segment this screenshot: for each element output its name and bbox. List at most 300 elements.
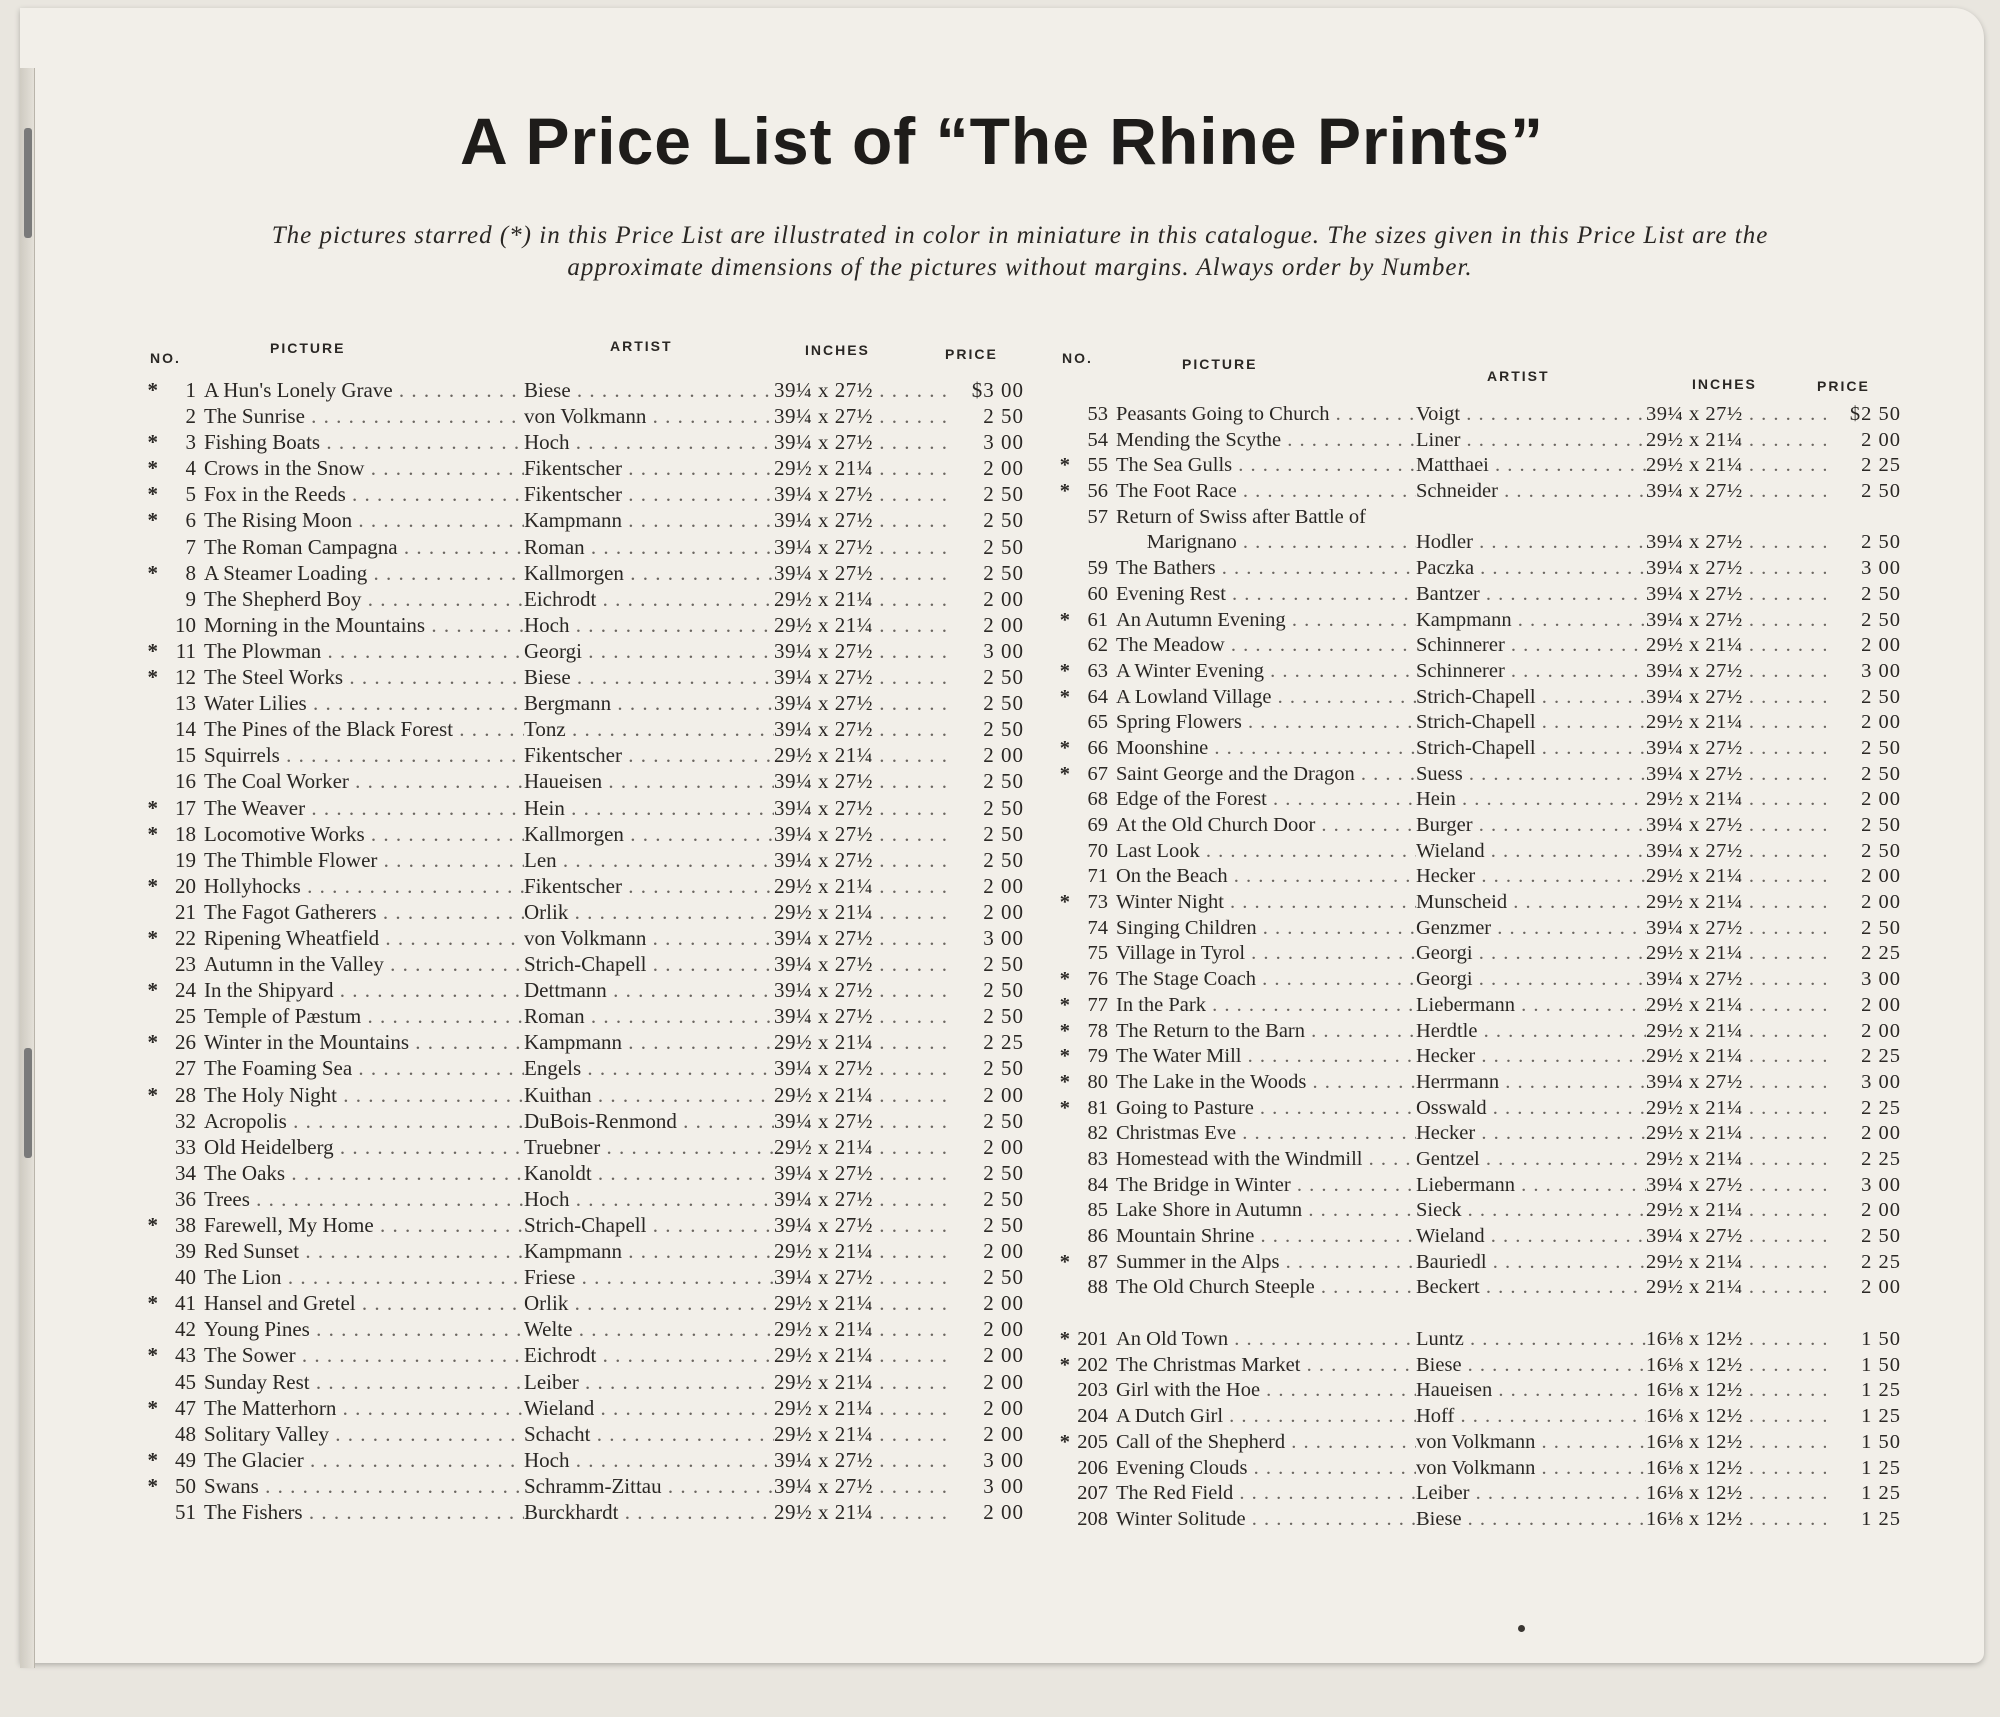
picture-title: Water Lilies . . . bbox=[204, 691, 524, 716]
artist-name: Hecker . . . bbox=[1416, 865, 1646, 888]
picture-title: Moonshine . . . bbox=[1116, 737, 1416, 760]
picture-title: Village in Tyrol . . . bbox=[1116, 942, 1416, 965]
artist-name: Wieland . . . bbox=[1416, 840, 1646, 863]
artist-name: Liebermann . . . bbox=[1416, 994, 1646, 1017]
picture-title: On the Beach . . . bbox=[1116, 865, 1416, 888]
size-inches: 39¼ x 27½ . . . bbox=[774, 561, 954, 586]
price-value: 1 50 bbox=[1861, 1430, 1901, 1453]
item-number: 21 bbox=[175, 899, 196, 924]
size-inches: 29½ x 21¼ . . . bbox=[774, 1239, 954, 1264]
size-inches: 29½ x 21¼ . . . bbox=[1646, 1020, 1826, 1043]
size-inches: 39¼ x 27½ . . . bbox=[1646, 763, 1826, 786]
price-list-row bbox=[140, 404, 1030, 430]
price-list-row bbox=[140, 1448, 1030, 1474]
item-number: 13 bbox=[175, 691, 196, 716]
price-list-row bbox=[140, 900, 1030, 926]
item-number: 48 bbox=[175, 1421, 196, 1446]
star-marker: * bbox=[1059, 1328, 1070, 1351]
price-list-row bbox=[140, 1343, 1030, 1369]
artist-name: Kallmorgen . . . bbox=[524, 822, 774, 847]
artist-name: Munscheid . . . bbox=[1416, 891, 1646, 914]
header-price: PRICE bbox=[1817, 378, 1870, 394]
picture-title: The Sunrise . . . bbox=[204, 404, 524, 429]
size-inches: 29½ x 21¼ . . . bbox=[1646, 1045, 1826, 1068]
artist-name: Burckhardt . . . bbox=[524, 1500, 774, 1525]
picture-title: Lake Shore in Autumn . . . bbox=[1116, 1199, 1416, 1222]
star-marker: * bbox=[1059, 1019, 1070, 1042]
price-list-row bbox=[1052, 429, 1912, 455]
price-list-row bbox=[1052, 1276, 1912, 1302]
picture-title: The Rising Moon . . . bbox=[204, 508, 524, 533]
price-list-row bbox=[140, 613, 1030, 639]
picture-title: In the Park . . . bbox=[1116, 994, 1416, 1017]
picture-title: The Roman Campagna . . . bbox=[204, 535, 524, 560]
price-value: 2 50 bbox=[983, 1056, 1024, 1081]
item-number: 12 bbox=[175, 665, 196, 690]
size-inches: 39¼ x 27½ . . . bbox=[774, 1265, 954, 1290]
picture-title: Singing Children . . . bbox=[1116, 917, 1416, 940]
header-inches: INCHES bbox=[1692, 376, 1757, 392]
item-number: 3 bbox=[185, 430, 196, 455]
size-inches: 29½ x 21¼ . . . bbox=[774, 1343, 954, 1368]
price-list-row bbox=[140, 378, 1030, 404]
star-marker: * bbox=[1059, 685, 1070, 708]
picture-title: Temple of Pæstum . . . bbox=[204, 1004, 524, 1029]
size-inches: 29½ x 21¼ . . . bbox=[1646, 891, 1826, 914]
price-value: 3 00 bbox=[983, 1447, 1024, 1472]
size-inches: 39¼ x 27½ . . . bbox=[1646, 840, 1826, 863]
price-list-row bbox=[1052, 942, 1912, 968]
picture-title: At the Old Church Door . . . bbox=[1116, 814, 1416, 837]
price-list-row bbox=[140, 822, 1030, 848]
picture-title: Peasants Going to Church . . . bbox=[1116, 403, 1416, 426]
price-value: 1 25 bbox=[1861, 1456, 1901, 1479]
artist-name: Paczka . . . bbox=[1416, 557, 1646, 580]
picture-title: The Foot Race . . . bbox=[1116, 480, 1416, 503]
price-list-row bbox=[140, 1265, 1030, 1291]
artist-name: Herdtle . . . bbox=[1416, 1020, 1646, 1043]
size-inches: 16⅛ x 12½ . . . bbox=[1646, 1457, 1826, 1480]
artist-name: Matthaei . . . bbox=[1416, 454, 1646, 477]
size-inches: 29½ x 21¼ . . . bbox=[774, 1083, 954, 1108]
artist-name: Strich-Chapell . . . bbox=[524, 952, 774, 977]
size-inches: 39¼ x 27½ . . . bbox=[774, 1474, 954, 1499]
price-list-row bbox=[1052, 660, 1912, 686]
size-inches: 29½ x 21¼ . . . bbox=[774, 1422, 954, 1447]
item-number: 16 bbox=[175, 769, 196, 794]
item-number: 45 bbox=[175, 1369, 196, 1394]
item-number: 82 bbox=[1087, 1122, 1108, 1145]
picture-title: A Lowland Village . . . bbox=[1116, 686, 1416, 709]
artist-name: von Volkmann . . . bbox=[1416, 1457, 1646, 1480]
price-value: 2 50 bbox=[983, 665, 1024, 690]
price-value: 3 00 bbox=[983, 638, 1024, 663]
column-header bbox=[140, 328, 1030, 378]
size-inches: 39¼ x 27½ . . . bbox=[774, 1004, 954, 1029]
size-inches: 39¼ x 27½ . . . bbox=[1646, 531, 1826, 554]
item-number: 86 bbox=[1087, 1225, 1108, 1247]
item-number: 85 bbox=[1087, 1199, 1108, 1222]
star-marker: * bbox=[1059, 1045, 1070, 1068]
artist-name: Schramm-Zittau . . . bbox=[524, 1474, 774, 1499]
picture-title: The Sea Gulls . . . bbox=[1116, 454, 1416, 477]
price-value: 2 00 bbox=[983, 1421, 1024, 1446]
price-list-row bbox=[140, 639, 1030, 665]
picture-title: Locomotive Works . . . bbox=[204, 822, 524, 847]
artist-name: Hein . . . bbox=[524, 796, 774, 821]
artist-name: Schinnerer . . . bbox=[1416, 634, 1646, 657]
price-value: 2 50 bbox=[1861, 916, 1901, 939]
artist-name: Georgi . . . bbox=[524, 639, 774, 664]
price-value: 2 00 bbox=[1861, 1276, 1901, 1299]
picture-title: The Fishers . . . bbox=[204, 1500, 524, 1525]
size-inches: 39¼ x 27½ . . . bbox=[1646, 660, 1826, 683]
star-marker: * bbox=[1059, 968, 1070, 991]
star-marker: * bbox=[1059, 1250, 1070, 1273]
artist-name: Biese . . . bbox=[1416, 1508, 1646, 1531]
star-marker: * bbox=[1059, 736, 1070, 759]
item-number: 39 bbox=[175, 1239, 196, 1264]
picture-title: The Bridge in Winter . . . bbox=[1116, 1174, 1416, 1197]
item-number: 18 bbox=[175, 821, 196, 846]
star-marker: * bbox=[1059, 762, 1070, 785]
star-marker: * bbox=[1059, 659, 1070, 682]
price-value: 2 00 bbox=[1861, 891, 1901, 914]
price-list-row bbox=[1052, 1508, 1912, 1534]
price-list-row bbox=[1052, 1457, 1912, 1483]
size-inches: 39¼ x 27½ . . . bbox=[774, 796, 954, 821]
price-list-row bbox=[1052, 1020, 1912, 1046]
item-number: 63 bbox=[1087, 659, 1108, 682]
price-list-row bbox=[1052, 891, 1912, 917]
artist-name: Biese . . . bbox=[524, 378, 774, 403]
size-inches: 39¼ x 27½ . . . bbox=[1646, 480, 1826, 503]
size-inches: 39¼ x 27½ . . . bbox=[774, 978, 954, 1003]
price-list-row bbox=[1052, 1225, 1912, 1251]
star-marker: * bbox=[1059, 454, 1070, 477]
price-value: 2 00 bbox=[983, 1239, 1024, 1264]
price-list-row bbox=[140, 1187, 1030, 1213]
picture-title: The Bathers . . . bbox=[1116, 557, 1416, 580]
item-number: 55 bbox=[1087, 454, 1108, 477]
size-inches: 29½ x 21¼ . . . bbox=[1646, 994, 1826, 1017]
price-value: 2 00 bbox=[1861, 788, 1901, 811]
price-value: 3 00 bbox=[1861, 659, 1901, 682]
item-number: 19 bbox=[175, 847, 196, 872]
size-inches: 29½ x 21¼ . . . bbox=[1646, 711, 1826, 734]
picture-title: Winter Solitude . . . bbox=[1116, 1508, 1416, 1531]
column-header bbox=[1052, 328, 1912, 394]
picture-title: The Return to the Barn . . . bbox=[1116, 1020, 1416, 1043]
item-number: 7 bbox=[185, 534, 196, 559]
picture-title: Girl with the Hoe . . . bbox=[1116, 1379, 1416, 1402]
artist-name: Fikentscher . . . bbox=[524, 743, 774, 768]
size-inches: 29½ x 21¼ . . . bbox=[1646, 942, 1826, 965]
picture-title: A Dutch Girl . . . bbox=[1116, 1405, 1416, 1428]
price-value: 2 50 bbox=[983, 1108, 1024, 1133]
price-value: 2 25 bbox=[1861, 1096, 1901, 1119]
artist-name: Leiber . . . bbox=[1416, 1482, 1646, 1505]
price-list-row bbox=[1052, 788, 1912, 814]
size-inches: 39¼ x 27½ . . . bbox=[774, 1056, 954, 1081]
artist-name: Liebermann . . . bbox=[1416, 1174, 1646, 1197]
price-column-left bbox=[140, 328, 1030, 1526]
price-value: 2 25 bbox=[1861, 1250, 1901, 1273]
price-value: 2 50 bbox=[983, 795, 1024, 820]
item-number: 43 bbox=[175, 1343, 196, 1368]
picture-title: Mountain Shrine . . . bbox=[1116, 1225, 1416, 1248]
price-list-row bbox=[1052, 1405, 1912, 1431]
catalogue-page bbox=[20, 8, 1984, 1663]
price-list-row bbox=[1052, 403, 1912, 429]
size-inches: 29½ x 21¼ . . . bbox=[774, 456, 954, 481]
picture-title: The Oaks . . . bbox=[204, 1161, 524, 1186]
size-inches: 16⅛ x 12½ . . . bbox=[1646, 1379, 1826, 1402]
picture-title: Last Look . . . bbox=[1116, 840, 1416, 863]
star-marker: * bbox=[147, 456, 158, 481]
picture-title: Red Sunset . . . bbox=[204, 1239, 524, 1264]
page-title: A Price List of “The Rhine Prints” bbox=[459, 104, 1545, 178]
star-marker: * bbox=[1059, 608, 1070, 631]
price-value: 1 50 bbox=[1861, 1353, 1901, 1376]
price-value: 2 25 bbox=[1861, 454, 1901, 477]
item-number: 28 bbox=[175, 1082, 196, 1107]
picture-title: The Stage Coach . . . bbox=[1116, 968, 1416, 991]
price-list-row bbox=[140, 456, 1030, 482]
picture-title: The Lion . . . bbox=[204, 1265, 524, 1290]
artist-name: Gentzel . . . bbox=[1416, 1148, 1646, 1171]
item-number: 205 bbox=[1077, 1430, 1108, 1453]
star-marker: * bbox=[1059, 891, 1070, 914]
price-list-row bbox=[1052, 1097, 1912, 1123]
price-value: 2 00 bbox=[1861, 865, 1901, 888]
star-marker: * bbox=[1059, 1096, 1070, 1119]
size-inches: 16⅛ x 12½ . . . bbox=[1646, 1405, 1826, 1428]
size-inches: 39¼ x 27½ . . . bbox=[774, 926, 954, 951]
picture-title: Solitary Valley . . . bbox=[204, 1422, 524, 1447]
item-number: 23 bbox=[175, 952, 196, 977]
artist-name: Beckert . . . bbox=[1416, 1276, 1646, 1299]
picture-title: Old Heidelberg . . . bbox=[204, 1135, 524, 1160]
artist-name: Schneider . . . bbox=[1416, 480, 1646, 503]
price-value: 2 00 bbox=[983, 1369, 1024, 1394]
item-number: 8 bbox=[185, 560, 196, 585]
artist-name: Orlik . . . bbox=[524, 1291, 774, 1316]
item-number: 25 bbox=[175, 1004, 196, 1029]
section-gap bbox=[1052, 1302, 1912, 1328]
item-number: 84 bbox=[1087, 1173, 1108, 1196]
price-value: 2 00 bbox=[983, 1395, 1024, 1420]
size-inches: 29½ x 21¼ . . . bbox=[774, 1396, 954, 1421]
item-number: 80 bbox=[1087, 1070, 1108, 1093]
star-marker: * bbox=[147, 1395, 158, 1420]
price-column-right bbox=[1052, 328, 1912, 1534]
price-list-row bbox=[140, 1500, 1030, 1526]
price-value: 2 00 bbox=[1861, 1122, 1901, 1145]
size-inches: 29½ x 21¼ . . . bbox=[1646, 1122, 1826, 1145]
artist-name: Hodler . . . bbox=[1416, 531, 1646, 554]
artist-name: Fikentscher . . . bbox=[524, 456, 774, 481]
price-list-row bbox=[140, 1030, 1030, 1056]
item-number: 17 bbox=[175, 795, 196, 820]
item-number: 207 bbox=[1077, 1482, 1108, 1505]
size-inches: 29½ x 21¼ . . . bbox=[774, 587, 954, 612]
picture-title: The Matterhorn . . . bbox=[204, 1396, 524, 1421]
price-value: 2 50 bbox=[1861, 608, 1901, 631]
picture-title: Winter Night . . . bbox=[1116, 891, 1416, 914]
artist-name: Dettmann . . . bbox=[524, 978, 774, 1003]
star-marker: * bbox=[147, 1473, 158, 1498]
star-marker: * bbox=[147, 638, 158, 663]
item-number: 60 bbox=[1087, 582, 1108, 605]
price-list-row bbox=[140, 1370, 1030, 1396]
price-value: 2 50 bbox=[983, 952, 1024, 977]
header-no: NO. bbox=[1062, 350, 1093, 366]
star-marker: * bbox=[147, 925, 158, 950]
star-marker: * bbox=[147, 978, 158, 1003]
item-number: 2 bbox=[185, 404, 196, 429]
picture-title: Going to Pasture . . . bbox=[1116, 1097, 1416, 1120]
price-list-row bbox=[140, 1083, 1030, 1109]
picture-title: The Steel Works . . . bbox=[204, 665, 524, 690]
artist-name: Hecker . . . bbox=[1416, 1045, 1646, 1068]
price-value: 3 00 bbox=[1861, 557, 1901, 580]
item-number: 34 bbox=[175, 1160, 196, 1185]
artist-name: Wieland . . . bbox=[524, 1396, 774, 1421]
price-list-row bbox=[1052, 814, 1912, 840]
size-inches: 29½ x 21¼ . . . bbox=[774, 1500, 954, 1525]
item-number: 73 bbox=[1087, 891, 1108, 914]
price-value: 2 00 bbox=[983, 1082, 1024, 1107]
item-number: 38 bbox=[175, 1213, 196, 1237]
intro-note: The pictures starred (*) in this Price List are illustrated in color in miniature in this catalogue. The sizes given in this Price List are the approximate dimensions of the pictures without margins. Always order by Number. bbox=[271, 222, 1769, 281]
price-value: 2 00 bbox=[1861, 711, 1901, 734]
size-inches: 39¼ x 27½ . . . bbox=[1646, 609, 1826, 632]
item-number: 15 bbox=[175, 743, 196, 768]
artist-name: Roman . . . bbox=[524, 535, 774, 560]
size-inches: 39¼ x 27½ . . . bbox=[774, 1161, 954, 1186]
picture-title: Fox in the Reeds . . . bbox=[204, 482, 524, 507]
picture-title: Sunday Rest . . . bbox=[204, 1370, 524, 1395]
price-value: 2 50 bbox=[1861, 480, 1901, 503]
price-list-row bbox=[1052, 968, 1912, 994]
picture-title: Homestead with the Windmill . . . bbox=[1116, 1148, 1416, 1171]
item-number: 20 bbox=[175, 873, 196, 898]
size-inches: 29½ x 21¼ . . . bbox=[774, 1317, 954, 1342]
artist-name: Truebner . . . bbox=[524, 1135, 774, 1160]
picture-title: Summer in the Alps . . . bbox=[1116, 1251, 1416, 1274]
star-marker: * bbox=[147, 1447, 158, 1472]
picture-title: A Steamer Loading . . . bbox=[204, 561, 524, 586]
price-list-row bbox=[1052, 1328, 1912, 1354]
artist-name: Kampmann . . . bbox=[524, 1239, 774, 1264]
price-value: 1 25 bbox=[1861, 1507, 1901, 1530]
price-value: 1 25 bbox=[1861, 1482, 1901, 1505]
price-value: 2 25 bbox=[1861, 1147, 1901, 1170]
header-picture: PICTURE bbox=[270, 340, 346, 356]
picture-title: The Fagot Gatherers . . . bbox=[204, 900, 524, 925]
item-number: 24 bbox=[175, 978, 196, 1003]
header-inches: INCHES bbox=[805, 342, 870, 358]
size-inches: 39¼ x 27½ . . . bbox=[774, 1109, 954, 1134]
artist-name: Bauriedl . . . bbox=[1416, 1251, 1646, 1274]
picture-title: The Shepherd Boy . . . bbox=[204, 587, 524, 612]
picture-title: Spring Flowers . . . bbox=[1116, 711, 1416, 734]
price-value: 2 50 bbox=[983, 534, 1024, 559]
artist-name: Georgi . . . bbox=[1416, 968, 1646, 991]
artist-name: Hoch . . . bbox=[524, 1448, 774, 1473]
size-inches: 29½ x 21¼ . . . bbox=[1646, 1251, 1826, 1274]
picture-title: Hollyhocks . . . bbox=[204, 874, 524, 899]
item-number: 41 bbox=[175, 1291, 196, 1316]
item-number: 74 bbox=[1087, 916, 1108, 939]
price-value: 2 50 bbox=[1861, 736, 1901, 759]
price-list-row bbox=[1052, 711, 1912, 737]
picture-title: An Old Town . . . bbox=[1116, 1328, 1416, 1351]
item-number: 62 bbox=[1087, 634, 1108, 657]
artist-name: Georgi . . . bbox=[1416, 942, 1646, 965]
artist-name: Strich-Chapell . . . bbox=[1416, 711, 1646, 734]
price-list-row bbox=[1052, 1122, 1912, 1148]
price-value: 2 50 bbox=[983, 717, 1024, 742]
star-marker: * bbox=[147, 508, 158, 533]
artist-name: Hoff . . . bbox=[1416, 1405, 1646, 1428]
price-list-row bbox=[1052, 531, 1912, 557]
price-list-row bbox=[140, 796, 1030, 822]
item-number: 27 bbox=[175, 1056, 196, 1081]
item-number: 57 bbox=[1087, 505, 1108, 528]
artist-name: Haueisen . . . bbox=[524, 769, 774, 794]
item-number: 208 bbox=[1077, 1507, 1108, 1530]
size-inches: 16⅛ x 12½ . . . bbox=[1646, 1354, 1826, 1377]
artist-name: Strich-Chapell . . . bbox=[1416, 686, 1646, 709]
picture-title: Winter in the Mountains . . . bbox=[204, 1030, 524, 1055]
item-number: 54 bbox=[1087, 428, 1108, 451]
price-rows-left bbox=[140, 378, 1030, 1526]
price-value: 2 50 bbox=[983, 482, 1024, 507]
price-value: 2 50 bbox=[983, 560, 1024, 585]
artist-name: Biese . . . bbox=[1416, 1354, 1646, 1377]
artist-name: Leiber . . . bbox=[524, 1370, 774, 1395]
item-number: 22 bbox=[175, 925, 196, 950]
artist-name: DuBois-Renmond . . . bbox=[524, 1109, 774, 1134]
price-list-row bbox=[1052, 1251, 1912, 1277]
artist-name: Kanoldt . . . bbox=[524, 1161, 774, 1186]
item-number: 76 bbox=[1087, 968, 1108, 991]
item-number: 5 bbox=[185, 482, 196, 507]
item-number: 33 bbox=[175, 1134, 196, 1159]
item-number: 14 bbox=[175, 717, 196, 742]
price-list-row bbox=[140, 952, 1030, 978]
picture-title: The Sower . . . bbox=[204, 1343, 524, 1368]
price-list-row bbox=[1052, 609, 1912, 635]
picture-title: The Lake in the Woods . . . bbox=[1116, 1071, 1416, 1094]
picture-title: Edge of the Forest . . . bbox=[1116, 788, 1416, 811]
price-value: 2 00 bbox=[983, 1500, 1024, 1525]
size-inches: 29½ x 21¼ . . . bbox=[774, 1135, 954, 1160]
price-list-row bbox=[140, 1056, 1030, 1082]
price-list-row bbox=[140, 926, 1030, 952]
item-number: 66 bbox=[1087, 736, 1108, 759]
price-value: 2 00 bbox=[983, 456, 1024, 481]
price-list-row bbox=[1052, 737, 1912, 763]
size-inches: 39¼ x 27½ . . . bbox=[1646, 968, 1826, 991]
size-inches: 29½ x 21¼ . . . bbox=[1646, 454, 1826, 477]
item-number: 32 bbox=[175, 1108, 196, 1133]
header-no: NO. bbox=[150, 350, 181, 366]
price-value: 1 25 bbox=[1861, 1405, 1901, 1428]
price-list-row bbox=[1052, 1354, 1912, 1380]
